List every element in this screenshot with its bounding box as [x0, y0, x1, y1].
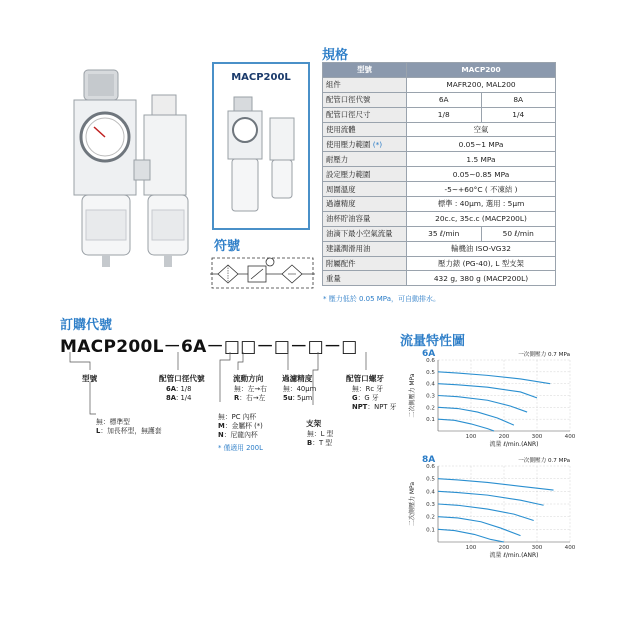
spec-row	[323, 271, 556, 286]
x-tick-label: 400	[564, 434, 576, 440]
flow-chart-6a	[400, 346, 585, 453]
opt-val: NPT 牙	[374, 403, 397, 411]
x-tick-label: 300	[531, 434, 543, 440]
x-tick-label: 200	[498, 434, 510, 440]
x-axis-label: 流量 ℓ/min.(ANR)	[489, 552, 539, 559]
y-tick-label: 0.1	[426, 417, 435, 424]
spec-row	[323, 92, 556, 107]
opt-key: R	[234, 394, 240, 402]
opt-val: G 牙	[364, 394, 379, 402]
opt-key: 無	[218, 413, 225, 421]
chart-title: 8A	[422, 455, 436, 465]
opt-val: 右→左	[246, 394, 266, 402]
opt-key: 無	[283, 385, 290, 393]
x-tick-label: 100	[465, 545, 477, 551]
spec-value: -5~+60°C ( 不凍結 )	[407, 182, 556, 197]
product-thumbnail-image	[222, 92, 302, 222]
flow-curve-2	[438, 491, 544, 505]
opt-key: 無	[234, 385, 241, 393]
spec-row	[323, 122, 556, 137]
spec-label: 附屬配件	[323, 256, 407, 271]
spec-label: 組件	[323, 77, 407, 92]
opt-val: 1/8	[180, 385, 192, 393]
chart-annotation: 一次側壓力 0.7 MPa	[518, 352, 570, 358]
spec-row	[323, 77, 556, 92]
opt-val: 左→右	[247, 385, 267, 393]
y-tick-label: 0.5	[426, 369, 435, 376]
y-tick-label: 0.4	[426, 489, 435, 496]
order-bowl-note: * 僅適用 200L	[218, 444, 263, 452]
y-tick-label: 0.4	[426, 381, 435, 388]
flow-curve-1	[438, 479, 554, 490]
spec-label-with-mark	[323, 137, 407, 152]
spec-value: 35 ℓ/min	[407, 226, 482, 241]
symbol-title: 符號	[214, 239, 241, 254]
y-tick-label: 0.3	[426, 502, 435, 508]
opt-key: 8A	[166, 394, 176, 402]
order-port-label: 配管口徑代號	[159, 374, 205, 383]
order-bracket-options: 無：L 型 B：T 型	[307, 430, 334, 447]
opt-key: 無	[307, 430, 314, 438]
x-tick-label: 200	[498, 545, 510, 551]
spec-value: 1.5 MPa	[407, 152, 556, 167]
flow-curve-2	[438, 384, 537, 398]
spec-value: 1/4	[481, 107, 556, 122]
spec-header-label: 型號	[323, 63, 407, 78]
opt-val: 加長杯型，無護套	[107, 427, 162, 435]
order-filter-options: 無：40μm 5u: 5μm	[283, 385, 317, 402]
spec-label: 設定壓力範圍	[323, 167, 407, 182]
y-tick-label: 0.2	[426, 514, 435, 521]
opt-key: NPT	[352, 403, 368, 411]
spec-value: 8A	[481, 92, 556, 107]
spec-value: 輪機油 ISO-VG32	[407, 241, 556, 256]
flow-curve-5	[438, 419, 494, 431]
order-model-options: 無：標準型 L：加長杯型，無護套	[96, 418, 162, 435]
order-thread-options: 無：Rc 牙 G：G 牙 NPT：NPT 牙	[352, 385, 397, 411]
order-filter-label: 過濾精度	[282, 374, 313, 383]
spec-mark: (*)	[372, 139, 383, 149]
spec-label: 使用流體	[323, 122, 407, 137]
opt-val: PC 內杯	[231, 413, 257, 421]
spec-row	[323, 211, 556, 226]
order-thread-label: 配管口螺牙	[346, 374, 384, 383]
spec-label: 周圍溫度	[323, 182, 407, 197]
x-tick-label: 300	[531, 545, 543, 551]
opt-key: G	[352, 394, 358, 402]
opt-val: 40μm	[296, 385, 317, 393]
spec-value: 50 ℓ/min	[481, 226, 556, 241]
spec-label: 建議潤滑用油	[323, 241, 407, 256]
spec-label: 配管口徑代號	[323, 92, 407, 107]
spec-footnote: * 壓力低於 0.05 MPa，可自動排水。	[323, 295, 440, 303]
opt-key: 無	[96, 418, 103, 426]
spec-header-row	[323, 63, 556, 78]
spec-row	[323, 107, 556, 122]
spec-value: 壓力錶 (PG-40), L 型支架	[407, 256, 556, 271]
opt-key: M	[218, 422, 225, 430]
y-axis-label: 二次側壓力 MPa	[409, 481, 416, 527]
spec-row	[323, 167, 556, 182]
flow-chart-8a	[400, 452, 585, 564]
spec-row	[323, 197, 556, 212]
order-bracket-label: 支架	[306, 419, 322, 428]
spec-label: 重量	[323, 271, 407, 286]
spec-label: 油杯貯油容量	[323, 211, 407, 226]
pneumatic-symbol	[210, 252, 315, 292]
spec-label: 油滴下最小空氣流量	[323, 226, 407, 241]
opt-key: 6A	[166, 385, 176, 393]
opt-val: 1/4	[180, 394, 192, 402]
flow-curve-1	[438, 372, 550, 384]
opt-key: L	[96, 427, 101, 435]
y-tick-label: 0.1	[426, 527, 435, 534]
spec-label: 過濾精度	[323, 197, 407, 212]
order-flow-label: 流動方向	[233, 374, 264, 383]
spec-value: 0.05~1 MPa	[407, 137, 556, 152]
spec-value: MAFR200, MAL200	[407, 77, 556, 92]
spec-header-value: MACP200	[407, 63, 556, 78]
spec-row	[323, 256, 556, 271]
opt-key: 5u	[283, 394, 293, 402]
opt-val: L 型	[320, 430, 334, 438]
spec-label: 配管口徑尺寸	[323, 107, 407, 122]
thumbnail-title: MACP200L	[231, 72, 291, 83]
opt-val: 金屬杯 (*)	[231, 422, 263, 430]
spec-label: 耐壓力	[323, 152, 407, 167]
y-tick-label: 0.2	[426, 405, 435, 412]
x-tick-label: 400	[564, 545, 576, 551]
order-flow-options: 無：左→右 R：右→左	[234, 385, 267, 402]
chart-annotation: 一次側壓力 0.7 MPa	[518, 458, 570, 464]
flow-curve-3	[438, 396, 527, 413]
flow-characteristics-title: 流量特性圖	[400, 334, 466, 349]
flow-curve-4	[438, 517, 521, 536]
spec-row	[323, 137, 556, 152]
spec-value: 空氣	[407, 122, 556, 137]
spec-value: 432 g, 380 g (MACP200L)	[407, 271, 556, 286]
opt-key: B	[307, 439, 313, 447]
spec-row	[323, 152, 556, 167]
order-bowl-options: 無：PC 內杯 M：金屬杯 (*) N：尼龍內杯	[218, 413, 263, 439]
order-port-options: 6A: 1/8 8A: 1/4	[166, 385, 192, 402]
y-tick-label: 0.6	[426, 358, 435, 364]
opt-key: N	[218, 431, 224, 439]
spec-value: 20c.c, 35c.c (MACP200L)	[407, 211, 556, 226]
chart-title: 6A	[422, 349, 436, 359]
opt-val: 尼龍內杯	[230, 431, 258, 439]
product-thumbnail-box	[212, 62, 310, 230]
spec-row	[323, 226, 556, 241]
product-photo	[62, 65, 207, 275]
spec-row	[323, 182, 556, 197]
ordering-code-title: 訂購代號	[60, 318, 113, 333]
spec-title: 規格	[322, 48, 349, 63]
opt-val: 5μm	[297, 394, 313, 402]
x-tick-label: 100	[465, 434, 477, 440]
spec-row	[323, 241, 556, 256]
spec-table	[322, 62, 556, 286]
spec-value: 1/8	[407, 107, 482, 122]
opt-val: T 型	[318, 439, 333, 447]
flow-curve-4	[438, 407, 514, 425]
spec-label: 使用壓力範圍	[326, 139, 371, 149]
ordering-code: MACP200L－6A－□□－□－□－□	[60, 337, 358, 357]
spec-value: 0.05~0.85 MPa	[407, 167, 556, 182]
spec-value: 6A	[407, 92, 482, 107]
y-tick-label: 0.3	[426, 393, 435, 400]
y-tick-label: 0.5	[426, 476, 435, 483]
opt-key: 無	[352, 385, 359, 393]
opt-val: Rc 牙	[365, 385, 384, 393]
spec-value: 標準 : 40μm, 選用 : 5μm	[407, 197, 556, 212]
order-model-label: 型號	[82, 374, 98, 383]
x-axis-label: 流量 ℓ/min.(ANR)	[489, 441, 539, 448]
y-axis-label: 二次側壓力 MPa	[409, 373, 416, 418]
opt-val: 標準型	[109, 418, 130, 426]
y-tick-label: 0.6	[426, 464, 435, 470]
order-model-leader	[88, 382, 118, 422]
